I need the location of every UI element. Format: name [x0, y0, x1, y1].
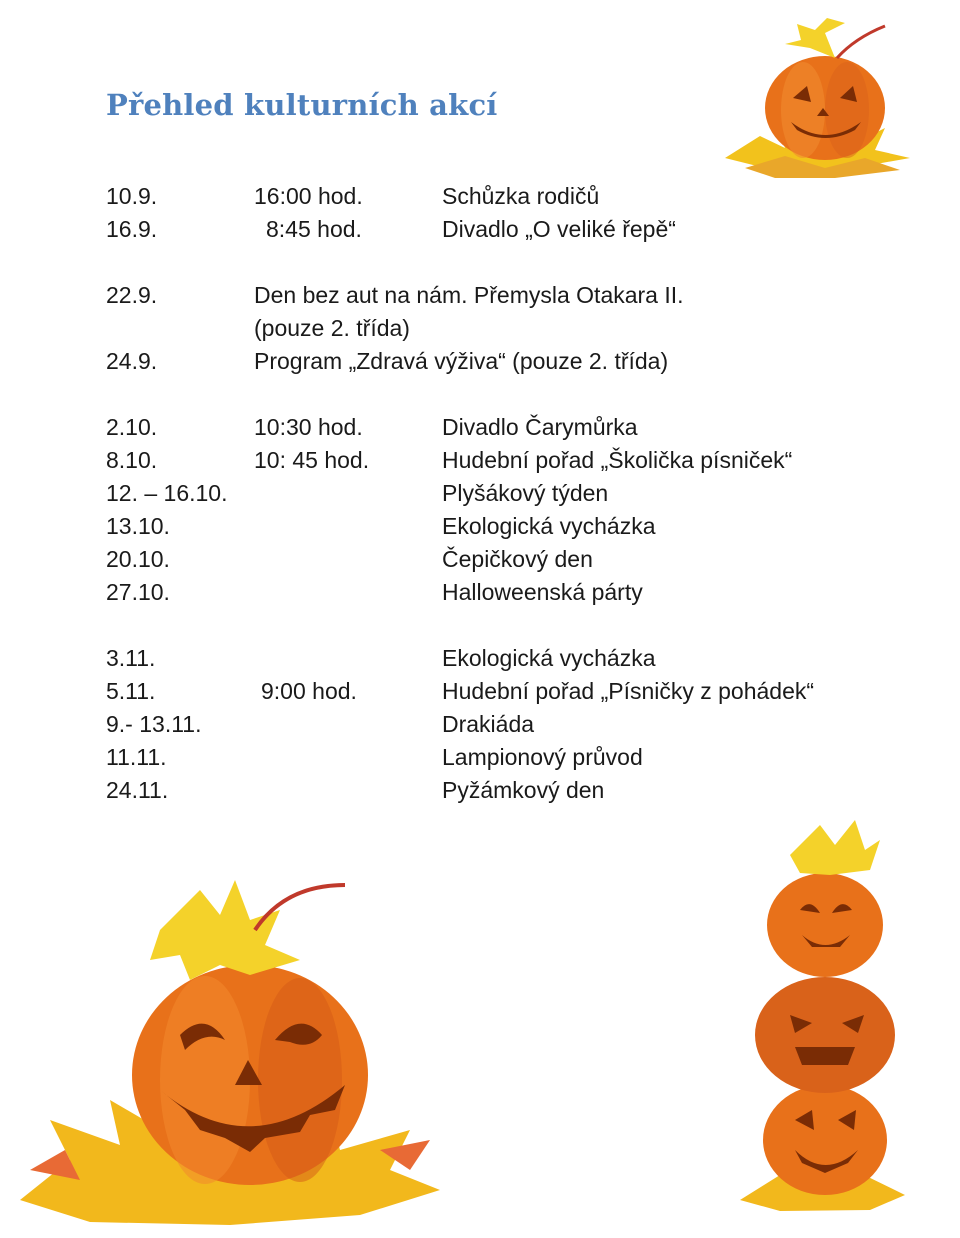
event-date: 9.- 13.11. [106, 711, 202, 737]
schedule-row [106, 246, 906, 279]
schedule-row [106, 708, 906, 741]
event-name: Ekologická vycházka [442, 513, 656, 539]
schedule-row [106, 510, 906, 543]
jack-o-lantern-icon [10, 870, 450, 1230]
event-date: 11.11. [106, 744, 167, 770]
event-name: Drakiáda [442, 711, 535, 737]
event-name: Divadlo Čarymůrka [442, 414, 638, 440]
schedule-row [106, 477, 906, 510]
schedule-row [106, 279, 906, 312]
event-date: 8.10. [106, 447, 158, 473]
event-date: 22.9. [106, 282, 158, 308]
schedule-row [106, 213, 906, 246]
page-title: Přehled kulturních akcí [106, 88, 498, 122]
event-time: 9:00 hod. [261, 678, 357, 704]
schedule-row [106, 411, 906, 444]
event-date: 24.9. [106, 348, 158, 374]
event-date: 10.9. [106, 183, 158, 209]
event-name: Pyžámkový den [442, 777, 605, 803]
stacked-jack-o-lanterns-icon [740, 815, 910, 1215]
event-name: Hudební pořad „Písničky z pohádek“ [442, 678, 815, 704]
event-date: 12. – 16.10. [106, 480, 228, 506]
event-name: Divadlo „O veliké řepě“ [442, 216, 676, 242]
event-date: 27.10. [106, 579, 170, 605]
event-name: Schůzka rodičů [442, 183, 600, 209]
event-time: 10: 45 hod. [254, 447, 370, 473]
event-time: Program „Zdravá výživa“ (pouze 2. třída) [254, 348, 669, 374]
schedule-row [106, 675, 906, 708]
event-name: Hudební pořad „Školička písniček“ [442, 447, 793, 473]
event-schedule [106, 180, 906, 807]
schedule-row [106, 345, 906, 378]
schedule-row [106, 543, 906, 576]
event-date: 5.11. [106, 678, 156, 704]
event-name: Ekologická vycházka [442, 645, 656, 671]
event-date: 24.11. [106, 777, 169, 803]
event-time: 16:00 hod. [254, 183, 363, 209]
schedule-row [106, 741, 906, 774]
event-date: 16.9. [106, 216, 158, 242]
event-time: 10:30 hod. [254, 414, 363, 440]
event-name: Halloweenská párty [442, 579, 643, 605]
schedule-row [106, 774, 906, 807]
event-name: Plyšákový týden [442, 480, 609, 506]
schedule-row [106, 312, 906, 345]
event-date: 3.11. [106, 645, 156, 671]
schedule-row [106, 576, 906, 609]
schedule-row [106, 444, 906, 477]
event-date: 13.10. [106, 513, 170, 539]
schedule-row [106, 180, 906, 213]
event-date: 20.10. [106, 546, 170, 572]
jack-o-lantern-icon [715, 18, 915, 183]
schedule-row [106, 609, 906, 642]
schedule-row [106, 378, 906, 411]
event-time: Den bez aut na nám. Přemysla Otakara II. [254, 282, 684, 308]
event-name: Lampionový průvod [442, 744, 643, 770]
event-time: 8:45 hod. [266, 216, 362, 242]
schedule-row [106, 642, 906, 675]
event-time: (pouze 2. třída) [254, 315, 410, 341]
event-date: 2.10. [106, 414, 158, 440]
event-name: Čepičkový den [442, 546, 593, 572]
